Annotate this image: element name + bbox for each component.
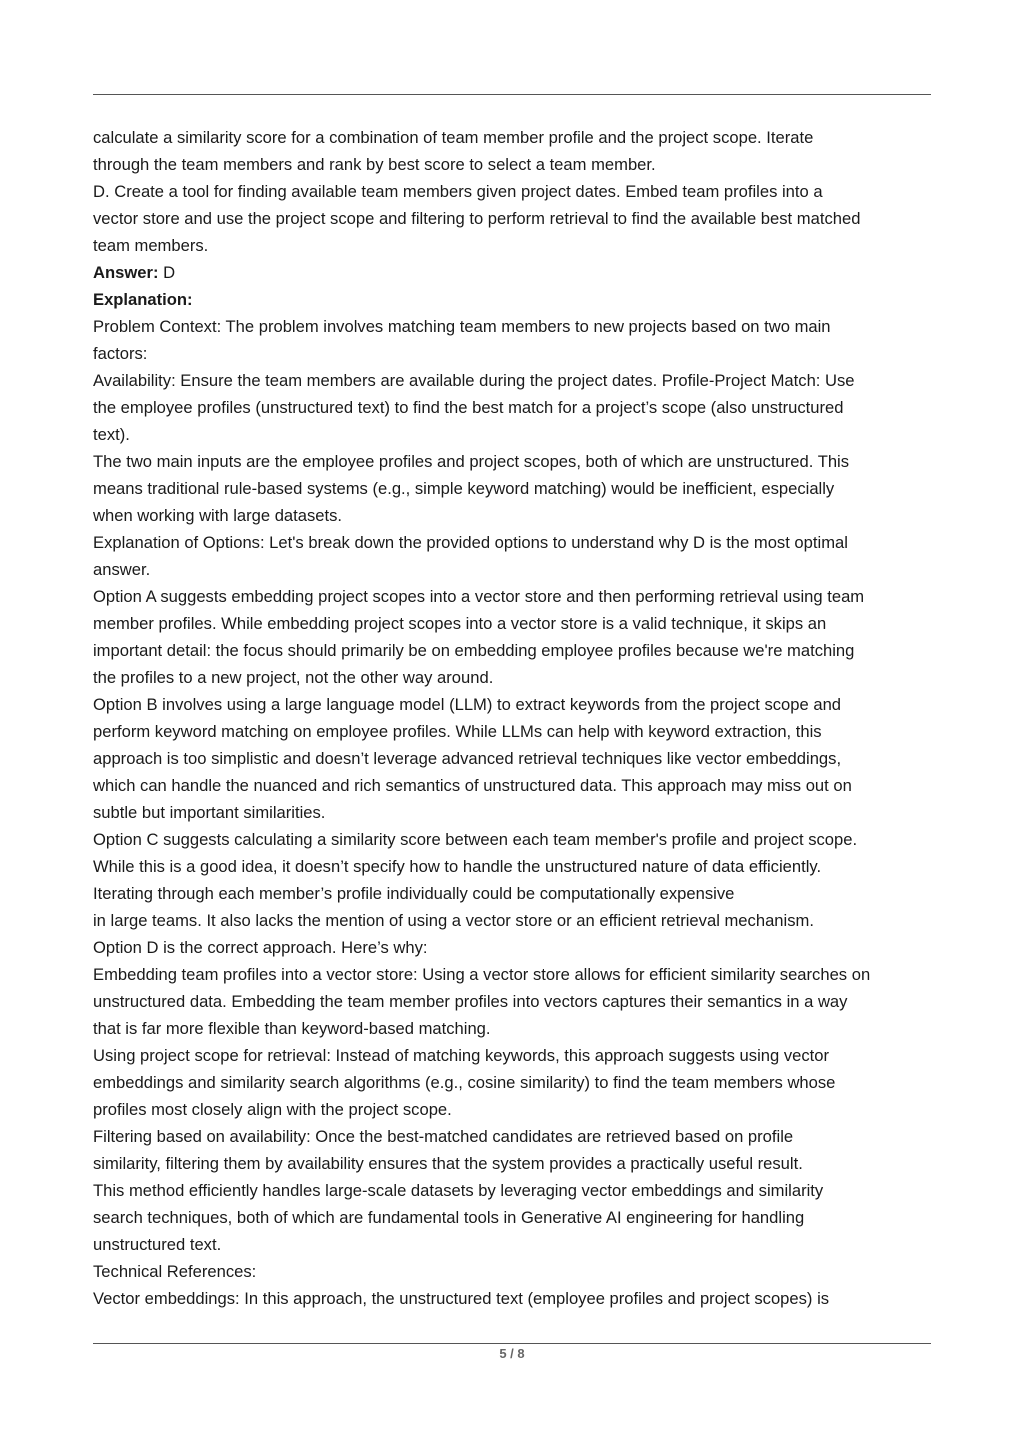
- explanation-line: similarity, filtering them by availability ensures that the system provides a practically useful result.: [93, 1154, 803, 1173]
- footer-rule: [93, 1343, 931, 1344]
- explanation-line: Filtering based on availability: Once the best-matched candidates are retrieved based on profile: [93, 1127, 794, 1146]
- explanation-line: The two main inputs are the employee profiles and project scopes, both of which are unstructured. This: [93, 452, 850, 471]
- body-line: vector store and use the project scope and filtering to perform retrieval to find the available best matched: [93, 209, 861, 228]
- answer-value: D: [158, 263, 176, 282]
- explanation-line: Embedding team profiles into a vector store: Using a vector store allows for efficient similarity searches on: [93, 965, 871, 984]
- explanation-line: Option B involves using a large language model (LLM) to extract keywords from the project scope and: [93, 695, 842, 714]
- explanation-line: unstructured text.: [93, 1235, 222, 1254]
- explanation-line: factors:: [93, 344, 148, 363]
- explanation-line: Option D is the correct approach. Here’s why:: [93, 938, 428, 957]
- body-line: team members.: [93, 236, 209, 255]
- explanation-heading: Explanation:: [93, 290, 193, 309]
- explanation-line: Availability: Ensure the team members are available during the project dates. Profile-Project Match: Use: [93, 371, 855, 390]
- answer-label: Answer:: [93, 263, 159, 282]
- explanation-line: perform keyword matching on employee profiles. While LLMs can help with keyword extraction, this: [93, 722, 822, 741]
- explanation-line: profiles most closely align with the project scope.: [93, 1100, 452, 1119]
- explanation-line: embeddings and similarity search algorithms (e.g., cosine similarity) to find the team members whose: [93, 1073, 836, 1092]
- explanation-line: subtle but important similarities.: [93, 803, 326, 822]
- explanation-line: the employee profiles (unstructured text) to find the best match for a project’s scope (also unstructured: [93, 398, 844, 417]
- explanation-line: Vector embeddings: In this approach, the unstructured text (employee profiles and project scopes) is: [93, 1289, 830, 1308]
- answer-line: [93, 259, 935, 286]
- header-rule: [93, 94, 931, 95]
- explanation-line: that is far more flexible than keyword-based matching.: [93, 1019, 491, 1038]
- explanation-line: the profiles to a new project, not the other way around.: [93, 668, 494, 687]
- explanation-line: While this is a good idea, it doesn’t specify how to handle the unstructured nature of data efficiently.: [93, 857, 822, 876]
- explanation-line: in large teams. It also lacks the mention of using a vector store or an efficient retrieval mechanism.: [93, 911, 814, 930]
- explanation-line: which can handle the nuanced and rich semantics of unstructured data. This approach may miss out on: [93, 776, 852, 795]
- option-d-line: D. Create a tool for finding available team members given project dates. Embed team profiles into a: [93, 182, 823, 201]
- explanation-line: text).: [93, 425, 130, 444]
- explanation-line: Explanation of Options: Let's break down the provided options to understand why D is the most optimal: [93, 533, 848, 552]
- explanation-line: Iterating through each member’s profile individually could be computationally expensive: [93, 884, 735, 903]
- explanation-line: Using project scope for retrieval: Instead of matching keywords, this approach suggests using vector: [93, 1046, 830, 1065]
- explanation-line: Problem Context: The problem involves matching team members to new projects based on two main: [93, 317, 831, 336]
- explanation-line: approach is too simplistic and doesn’t leverage advanced retrieval techniques like vector embeddings,: [93, 749, 842, 768]
- page-number: 5 / 8: [499, 1346, 525, 1361]
- explanation-line: important detail: the focus should primarily be on embedding employee profiles because we're matching: [93, 641, 855, 660]
- explanation-line: Option C suggests calculating a similarity score between each team member's profile and project scope.: [93, 830, 858, 849]
- explanation-line: This method efficiently handles large-scale datasets by leveraging vector embeddings and similarity: [93, 1181, 824, 1200]
- body-line: through the team members and rank by best score to select a team member.: [93, 155, 656, 174]
- explanation-line: Option A suggests embedding project scopes into a vector store and then performing retrieval using team: [93, 587, 865, 606]
- explanation-line: unstructured data. Embedding the team member profiles into vectors captures their semantics in a way: [93, 992, 848, 1011]
- body-line: calculate a similarity score for a combination of team member profile and the project scope. Iterate: [93, 128, 814, 147]
- explanation-line: Technical References:: [93, 1262, 257, 1281]
- explanation-line: when working with large datasets.: [93, 506, 343, 525]
- explanation-line: answer.: [93, 560, 151, 579]
- explanation-line: member profiles. While embedding project scopes into a vector store is a valid technique, it skips an: [93, 614, 827, 633]
- document-body: [93, 124, 935, 1312]
- explanation-line: search techniques, both of which are fundamental tools in Generative AI engineering for handling: [93, 1208, 805, 1227]
- explanation-line: means traditional rule-based systems (e.g., simple keyword matching) would be inefficient, especially: [93, 479, 835, 498]
